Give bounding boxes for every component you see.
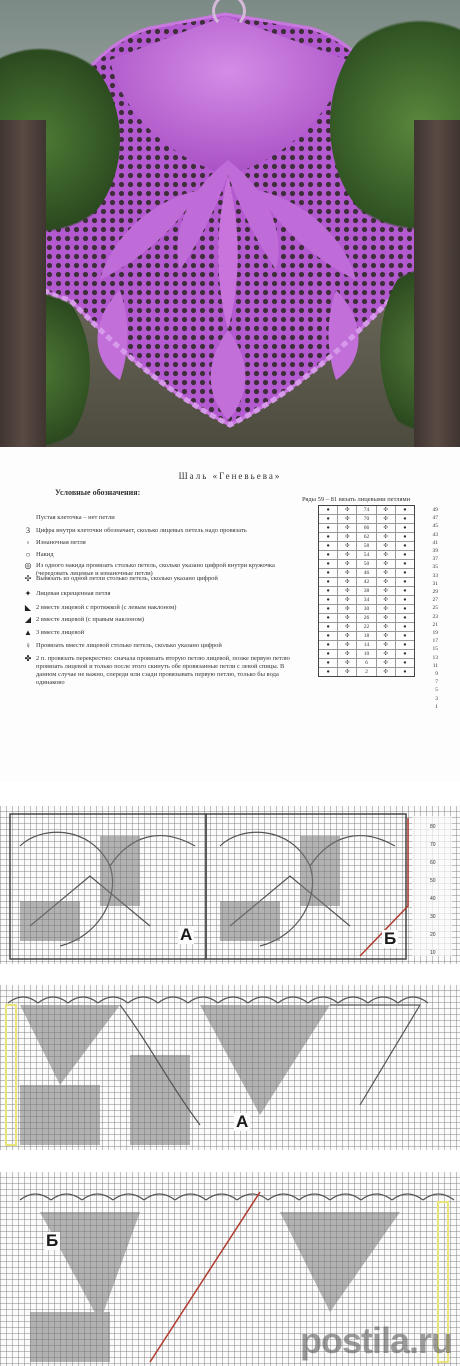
- legend-symbol-icon: ▲: [24, 628, 32, 637]
- scallop-edge: [398, 997, 428, 1003]
- scallop-edge: [330, 1194, 361, 1200]
- scallop-edge: [206, 1194, 237, 1200]
- chart-motifs: [0, 985, 460, 1150]
- fence-board: [0, 120, 46, 447]
- table-cell: ●: [319, 515, 338, 523]
- row-number: 33: [432, 572, 438, 579]
- table-cell: ✣: [338, 650, 357, 658]
- table-caption: Ряды 59 – 81 вязать лицевыми петлями: [302, 496, 411, 503]
- table-cell: 38: [357, 587, 376, 595]
- legend-symbol-icon: ✤: [24, 654, 32, 663]
- table-cell: ●: [319, 533, 338, 541]
- table-cell: ✣: [377, 578, 396, 586]
- table-cell: ✣: [377, 515, 396, 523]
- scallop-edge: [299, 1194, 330, 1200]
- chart-label-a: А: [180, 925, 193, 944]
- table-row: [319, 506, 414, 515]
- table-cell: ●: [403, 516, 407, 522]
- svg-text:50: 50: [430, 878, 436, 884]
- table-cell: ✣: [338, 596, 357, 604]
- row-number: 21: [432, 621, 438, 628]
- table-cell: ✣: [338, 632, 357, 640]
- table-cell: ●: [403, 552, 407, 558]
- row-number: 31: [432, 580, 438, 587]
- legend-symbol-icon: ◣: [24, 603, 32, 612]
- scallop-edge: [308, 997, 338, 1003]
- legend-item: [36, 514, 306, 522]
- table-cell: ●: [403, 669, 407, 675]
- table-cell: 26: [357, 614, 376, 622]
- table-cell: ●: [403, 642, 407, 648]
- scallop-edge: [82, 1194, 113, 1200]
- table-cell: ●: [403, 624, 407, 630]
- table-cell: ✣: [377, 641, 396, 649]
- svg-text:60: 60: [430, 860, 436, 866]
- table-cell: ✣: [377, 596, 396, 604]
- table-row: [319, 569, 414, 578]
- watermark: postila.ru: [299, 1320, 452, 1361]
- svg-text:30: 30: [430, 914, 436, 920]
- table-cell: ✣: [338, 569, 357, 577]
- table-cell: ✣: [338, 614, 357, 622]
- table-cell: ●: [319, 569, 338, 577]
- row-number: 1: [435, 703, 438, 710]
- table-cell: ✣: [377, 632, 396, 640]
- row-number: 29: [432, 589, 438, 595]
- row-number: 39: [432, 548, 438, 554]
- chart-label-b: Б: [384, 929, 397, 948]
- table-cell: ✣: [338, 560, 357, 568]
- table-cell: ✣: [377, 569, 396, 577]
- table-cell: ✣: [338, 551, 357, 559]
- table-row: [319, 641, 414, 650]
- scallop-edge: [175, 1194, 206, 1200]
- table-cell: ✣: [338, 515, 357, 523]
- pattern-title: Шаль «Геневьева»: [178, 471, 282, 481]
- table-cell: ●: [319, 614, 338, 622]
- table-cell: ●: [319, 596, 338, 604]
- legend-item: [24, 574, 306, 583]
- table-cell: 42: [357, 578, 376, 586]
- legend-text: Из одного накида провязать столько петель, сколько указано цифрой внутри кружочка (чередовать лицевые и изнаночные петли): [36, 562, 275, 577]
- legend-item: [24, 615, 306, 624]
- table-cell: ●: [319, 578, 338, 586]
- chart-label-a2: А: [236, 1112, 249, 1131]
- legend-subtitle: Условные обозначения:: [55, 488, 141, 497]
- table-row: [319, 614, 414, 623]
- table-cell: 2: [357, 668, 376, 676]
- table-cell: ●: [319, 605, 338, 613]
- table-row: [319, 542, 414, 551]
- table-cell: 10: [357, 650, 376, 658]
- legend-item: [24, 628, 306, 637]
- scallop-edge: [248, 997, 278, 1003]
- table-cell: ✣: [377, 659, 396, 667]
- legend-symbol-icon: ✦: [24, 589, 32, 598]
- table-row: [319, 551, 414, 560]
- table-cell: ✣: [377, 605, 396, 613]
- legend-symbol-icon: ◦: [26, 538, 30, 547]
- table-cell: ●: [319, 551, 338, 559]
- table-cell: ●: [403, 579, 407, 585]
- table-cell: ●: [319, 650, 338, 658]
- table-cell: 66: [357, 524, 376, 532]
- chart-label-b2: Б: [46, 1231, 59, 1250]
- row-number: 43: [432, 531, 438, 538]
- legend-item: [25, 641, 306, 650]
- legend-item: [25, 550, 306, 559]
- row-number: 23: [432, 613, 438, 620]
- legend-text: Лицевая скрещенная петля: [36, 590, 111, 597]
- table-row: [319, 524, 414, 533]
- table-cell: ●: [403, 561, 407, 567]
- legend-text: 3 вместе лицевой: [36, 629, 85, 636]
- svg-text:70: 70: [430, 842, 436, 848]
- legend-text: Накид: [36, 551, 54, 558]
- table-cell: 54: [357, 551, 376, 559]
- table-cell: ✣: [377, 542, 396, 550]
- legend-text: 2 вместе лицевой с протяжкой (с левым наклоном): [36, 604, 177, 611]
- legend-symbol-icon: ✣: [24, 574, 32, 583]
- table-cell: ●: [319, 560, 338, 568]
- table-cell: ●: [403, 525, 407, 531]
- shawl-photo: [0, 0, 460, 447]
- scallop-edge: [158, 997, 188, 1003]
- scallop-edge: [8, 997, 38, 1003]
- table-row: [319, 515, 414, 524]
- table-cell: 6: [357, 659, 376, 667]
- stitch-count-table: [318, 505, 415, 677]
- legend-text: 2 вместе лицевой (с правым наклоном): [36, 616, 145, 623]
- legend-symbol-icon: ◎: [24, 561, 32, 570]
- table-cell: ●: [319, 623, 338, 631]
- row-number: 11: [432, 662, 438, 669]
- table-cell: ✣: [338, 578, 357, 586]
- table-cell: ✣: [338, 605, 357, 613]
- table-row: [319, 668, 414, 676]
- table-cell: ●: [403, 660, 407, 666]
- legend-item: [24, 654, 306, 687]
- table-cell: ●: [319, 506, 338, 514]
- table-cell: ●: [403, 588, 407, 594]
- scallop-edge: [113, 1194, 144, 1200]
- table-cell: ✣: [377, 533, 396, 541]
- table-cell: ●: [403, 597, 407, 603]
- table-cell: ●: [403, 633, 407, 639]
- scallop-edge: [218, 997, 248, 1003]
- table-cell: ●: [403, 543, 407, 549]
- table-row: [319, 650, 414, 659]
- table-cell: ✣: [377, 560, 396, 568]
- row-number: 13: [432, 654, 438, 661]
- row-number: 15: [432, 646, 438, 653]
- scallop-edge: [368, 997, 398, 1003]
- row-number: 19: [432, 630, 438, 636]
- legend-symbol-icon: ♀: [25, 641, 31, 650]
- scallop-edge: [237, 1194, 268, 1200]
- scallop-edge: [144, 1194, 175, 1200]
- table-cell: ●: [403, 507, 407, 513]
- table-row: [319, 560, 414, 569]
- row-number: 49: [432, 507, 438, 513]
- table-cell: 18: [357, 632, 376, 640]
- row-number: 47: [432, 515, 438, 522]
- table-cell: ●: [319, 659, 338, 667]
- legend-page: [0, 447, 460, 782]
- table-row: [319, 623, 414, 632]
- table-cell: ●: [403, 615, 407, 621]
- row-number: 45: [432, 523, 438, 530]
- table-cell: ✣: [338, 542, 357, 550]
- table-cell: 22: [357, 623, 376, 631]
- table-cell: 34: [357, 596, 376, 604]
- scallop-edge: [98, 997, 128, 1003]
- table-cell: ●: [319, 668, 338, 676]
- table-cell: ●: [319, 542, 338, 550]
- table-row: [319, 632, 414, 641]
- table-cell: ✣: [338, 641, 357, 649]
- svg-text:10: 10: [430, 950, 436, 956]
- row-number: 17: [432, 638, 438, 645]
- chart-panel-1: [0, 806, 460, 964]
- table-cell: ●: [403, 606, 407, 612]
- table-cell: 50: [357, 560, 376, 568]
- table-cell: ✣: [377, 668, 396, 676]
- table-cell: 62: [357, 533, 376, 541]
- table-cell: ✣: [377, 551, 396, 559]
- scallop-edge: [188, 997, 218, 1003]
- table-cell: ●: [403, 570, 407, 576]
- row-number: 9: [435, 671, 438, 677]
- scallop-edge: [361, 1194, 392, 1200]
- svg-text:40: 40: [430, 896, 436, 902]
- scallop-edge: [268, 1194, 299, 1200]
- svg-text:80: 80: [430, 824, 436, 830]
- table-cell: ✣: [377, 614, 396, 622]
- row-number: 27: [432, 597, 438, 604]
- table-row: [319, 596, 414, 605]
- row-number: 25: [432, 605, 438, 612]
- legend-item: [26, 526, 306, 535]
- table-cell: 46: [357, 569, 376, 577]
- scallop-edge: [128, 997, 158, 1003]
- table-cell: ●: [319, 587, 338, 595]
- table-cell: ●: [319, 524, 338, 532]
- scallop-edge: [51, 1194, 82, 1200]
- legend-item: [24, 589, 306, 598]
- table-row: [319, 659, 414, 668]
- scallop-edge: [338, 997, 368, 1003]
- fence-board: [414, 120, 460, 447]
- row-number: 35: [432, 564, 438, 571]
- table-cell: ●: [403, 651, 407, 657]
- legend-text: 2 п. провязать перекрестно: сначала провязать вторую петлю лицевой, позже первую петлю провязать лицевой и только после этого скинуть обе провязанные петли с левой спицы. В данном случае не важно, спереди или сзади провязывать первую петлю, только бы вода одинаково: [36, 655, 290, 686]
- legend-symbol-icon: ○: [25, 550, 31, 559]
- legend-text: Цифра внутри клеточки обозначает, сколько лицевых петель надо провязать: [36, 527, 247, 534]
- table-cell: ✣: [338, 659, 357, 667]
- table-cell: ●: [319, 641, 338, 649]
- table-cell: ✣: [377, 587, 396, 595]
- scallop-edge: [278, 997, 308, 1003]
- table-cell: ✣: [338, 524, 357, 532]
- scallop-edge: [38, 997, 68, 1003]
- chart-panel-2: [0, 985, 460, 1150]
- table-row: [319, 533, 414, 542]
- table-cell: ✣: [338, 623, 357, 631]
- table-cell: ✣: [338, 506, 357, 514]
- legend-symbol-icon: ◢: [24, 615, 32, 624]
- legend-text: Провязать вместе лицевой столько петель, сколько указано цифрой: [36, 642, 222, 649]
- table-cell: 74: [357, 506, 376, 514]
- table-cell: 30: [357, 605, 376, 613]
- row-number: 7: [435, 679, 438, 686]
- legend-item: [26, 538, 306, 547]
- table-cell: ✣: [377, 506, 396, 514]
- table-cell: ✣: [377, 623, 396, 631]
- table-row: [319, 605, 414, 614]
- scallop-edge: [392, 1194, 423, 1200]
- table-cell: ✣: [377, 650, 396, 658]
- table-cell: ✣: [338, 668, 357, 676]
- row-number: 37: [432, 556, 438, 563]
- legend-text: Изнаночная петля: [36, 539, 86, 546]
- table-cell: ●: [403, 534, 407, 540]
- row-number: 5: [435, 687, 438, 694]
- table-cell: 14: [357, 641, 376, 649]
- svg-text:20: 20: [430, 932, 436, 938]
- table-cell: ✣: [338, 533, 357, 541]
- scallop-edge: [68, 997, 98, 1003]
- table-cell: ✣: [338, 587, 357, 595]
- table-cell: ●: [319, 632, 338, 640]
- table-row: [319, 587, 414, 596]
- legend-text: Вывязать из одной петли столько петель, сколько указано цифрой: [36, 575, 218, 582]
- table-row: [319, 578, 414, 587]
- row-number: 3: [435, 695, 438, 702]
- scallop-edge: [423, 1194, 454, 1200]
- legend-item: [24, 603, 306, 612]
- scallop-edge: [20, 1194, 51, 1200]
- legend-symbol-icon: 3: [26, 526, 30, 535]
- row-number: 41: [432, 539, 438, 546]
- table-cell: ✣: [377, 524, 396, 532]
- table-cell: 70: [357, 515, 376, 523]
- legend-text: Пустая клеточка – нет петли: [36, 514, 115, 521]
- table-cell: 58: [357, 542, 376, 550]
